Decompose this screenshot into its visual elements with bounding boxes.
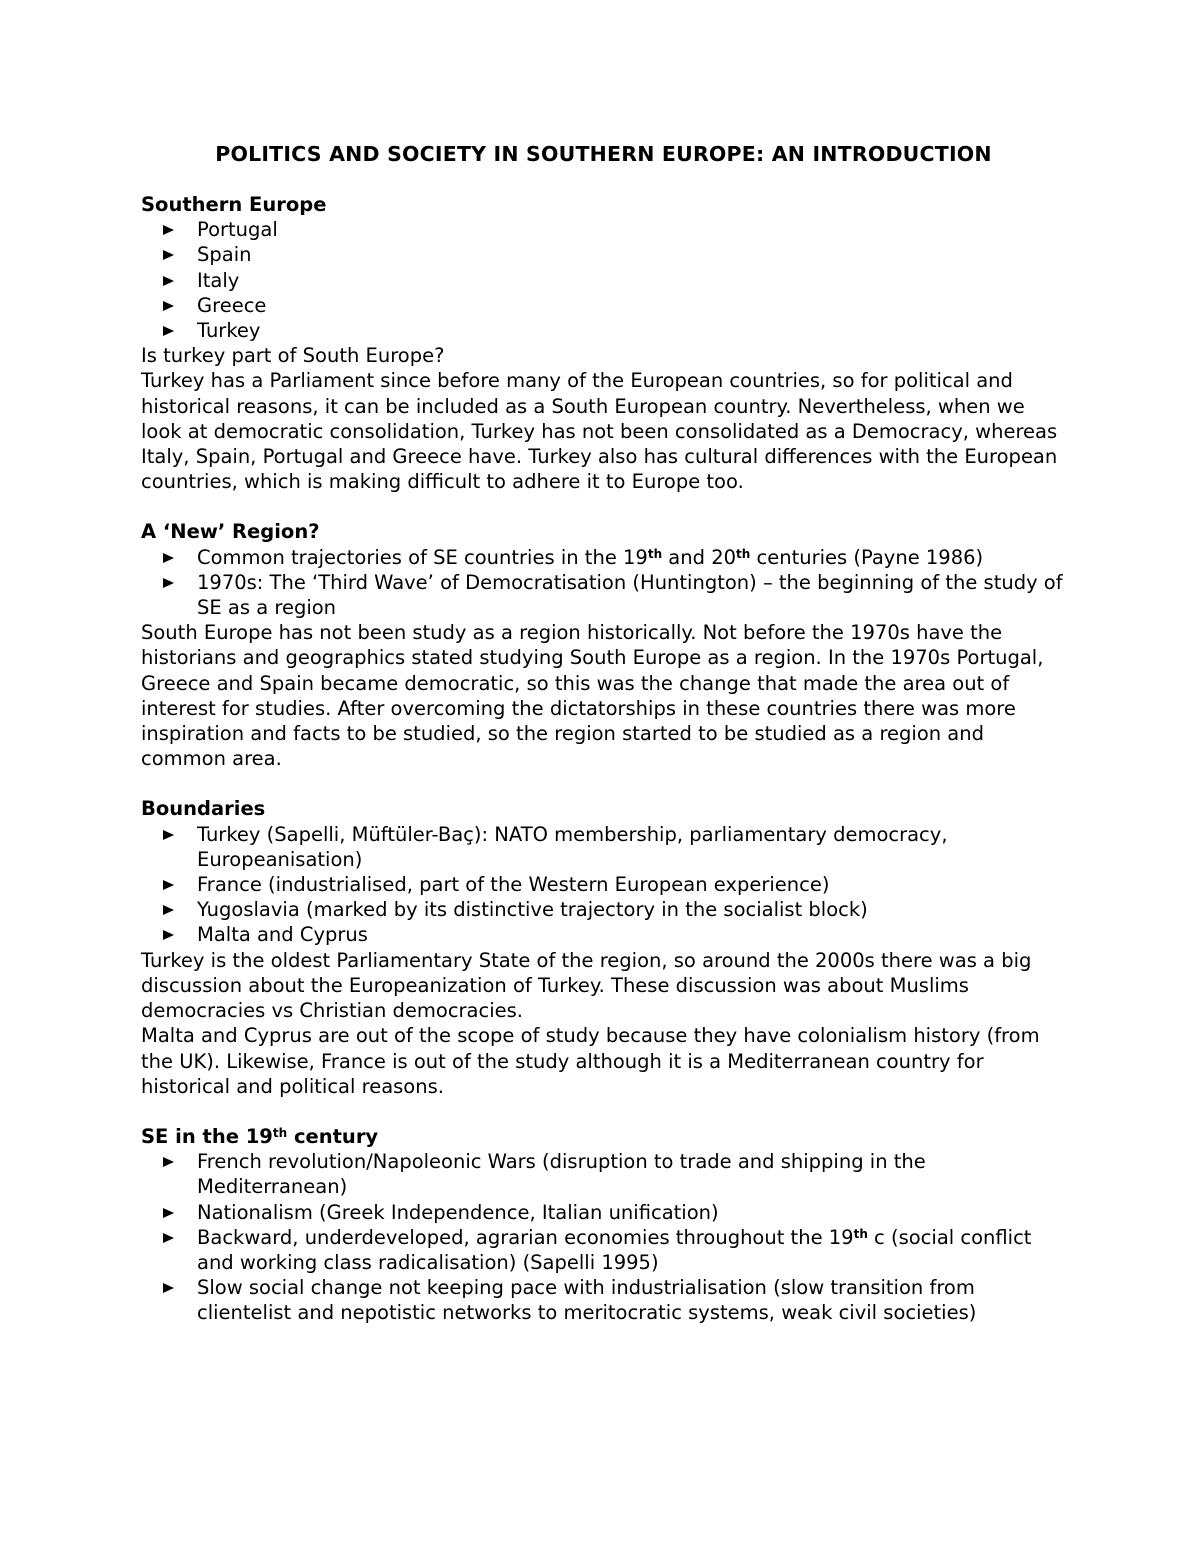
list-item: Backward, underdeveloped, agrarian economies throughout the 19th c (social conflict and working class radicalisation) (Sapelli 1995) [141,1225,1066,1275]
list-item: Greece [141,293,1066,318]
section-heading-southern-europe: Southern Europe [141,193,327,216]
list-item: Spain [141,242,1066,267]
list-item: Malta and Cyprus [141,922,1066,947]
triangle-right-icon [163,830,174,840]
paragraph: Malta and Cyprus are out of the scope of study because they have colonialism history (from the UK). Likewise, France is out of the study although it is a Mediterranean country for historical and political reasons. [141,1024,1040,1098]
region-list [141,545,1066,621]
list-item: Common trajectories of SE countries in the 19th and 20th centuries (Payne 1986) [141,545,1066,570]
triangle-right-icon [163,930,174,940]
triangle-right-icon [163,578,174,588]
list-item: Slow social change not keeping pace with industrialisation (slow transition from clientelist and nepotistic networks to meritocratic systems, weak civil societies) [141,1275,1066,1325]
list-item: Yugoslavia (marked by its distinctive trajectory in the socialist block) [141,897,1066,922]
list-item: 1970s: The ‘Third Wave’ of Democratisation (Huntington) – the beginning of the study of SE as a region [141,570,1066,620]
triangle-right-icon [163,1208,174,1218]
triangle-right-icon [163,250,174,260]
section-heading-se-19th-century: SE in the 19th century [141,1124,379,1148]
nineteenth-century-list [141,1149,1066,1325]
list-item: France (industrialised, part of the Western European experience) [141,872,1066,897]
list-item: Portugal [141,217,1066,242]
triangle-right-icon [163,326,174,336]
paragraph: Turkey is the oldest Parliamentary State of the region, so around the 2000s there was a big discussion about the Europeanization of Turkey. These discussion was about Muslims democracies vs Christian democracies. [141,948,1032,1023]
triangle-right-icon [163,276,174,286]
paragraph: Turkey has a Parliament since before many of the European countries, so for political and historical reasons, it can be included as a South European country. Nevertheless, when we look at democratic consolidation, Turkey has not been consolidated as a Democracy, whereas Italy, Spain, Portugal and Greece have. Turkey also has cultural differences with the European countries, which is making difficult to adhere it to Europe too. [141,369,1058,494]
list-item: Turkey (Sapelli, Müftüler-Baç): NATO membership, parliamentary democracy, Europeanisation) [141,822,1066,872]
triangle-right-icon [163,880,174,890]
triangle-right-icon [163,905,174,915]
document-page [141,140,1066,1326]
document-title: POLITICS AND SOCIETY IN SOUTHERN EUROPE: AN INTRODUCTION [215,142,992,166]
triangle-right-icon [163,553,174,563]
section-heading-boundaries: Boundaries [141,797,266,821]
list-item: Italy [141,268,1066,293]
list-item: French revolution/Napoleonic Wars (disruption to trade and shipping in the Mediterranean) [141,1149,1066,1199]
list-item: Turkey [141,318,1066,343]
triangle-right-icon [163,1233,174,1243]
triangle-right-icon [163,225,174,235]
list-item: Nationalism (Greek Independence, Italian unification) [141,1200,1066,1225]
triangle-right-icon [163,301,174,311]
boundaries-list [141,822,1066,948]
section-heading-new-region: A ‘New’ Region? [141,520,320,544]
paragraph: South Europe has not been study as a region historically. Not before the 1970s have the historians and geographics stated studying South Europe as a region. In the 1970s Portugal, Greece and Spain became democratic, so this was the change that made the area out of interest for studies. After overcoming the dictatorships in these countries there was more inspiration and facts to be studied, so the region started to be studied as a region and common area. [141,621,1044,771]
paragraph: Is turkey part of South Europe? [141,344,445,368]
country-list [141,217,1066,343]
triangle-right-icon [163,1157,174,1167]
triangle-right-icon [163,1283,174,1293]
